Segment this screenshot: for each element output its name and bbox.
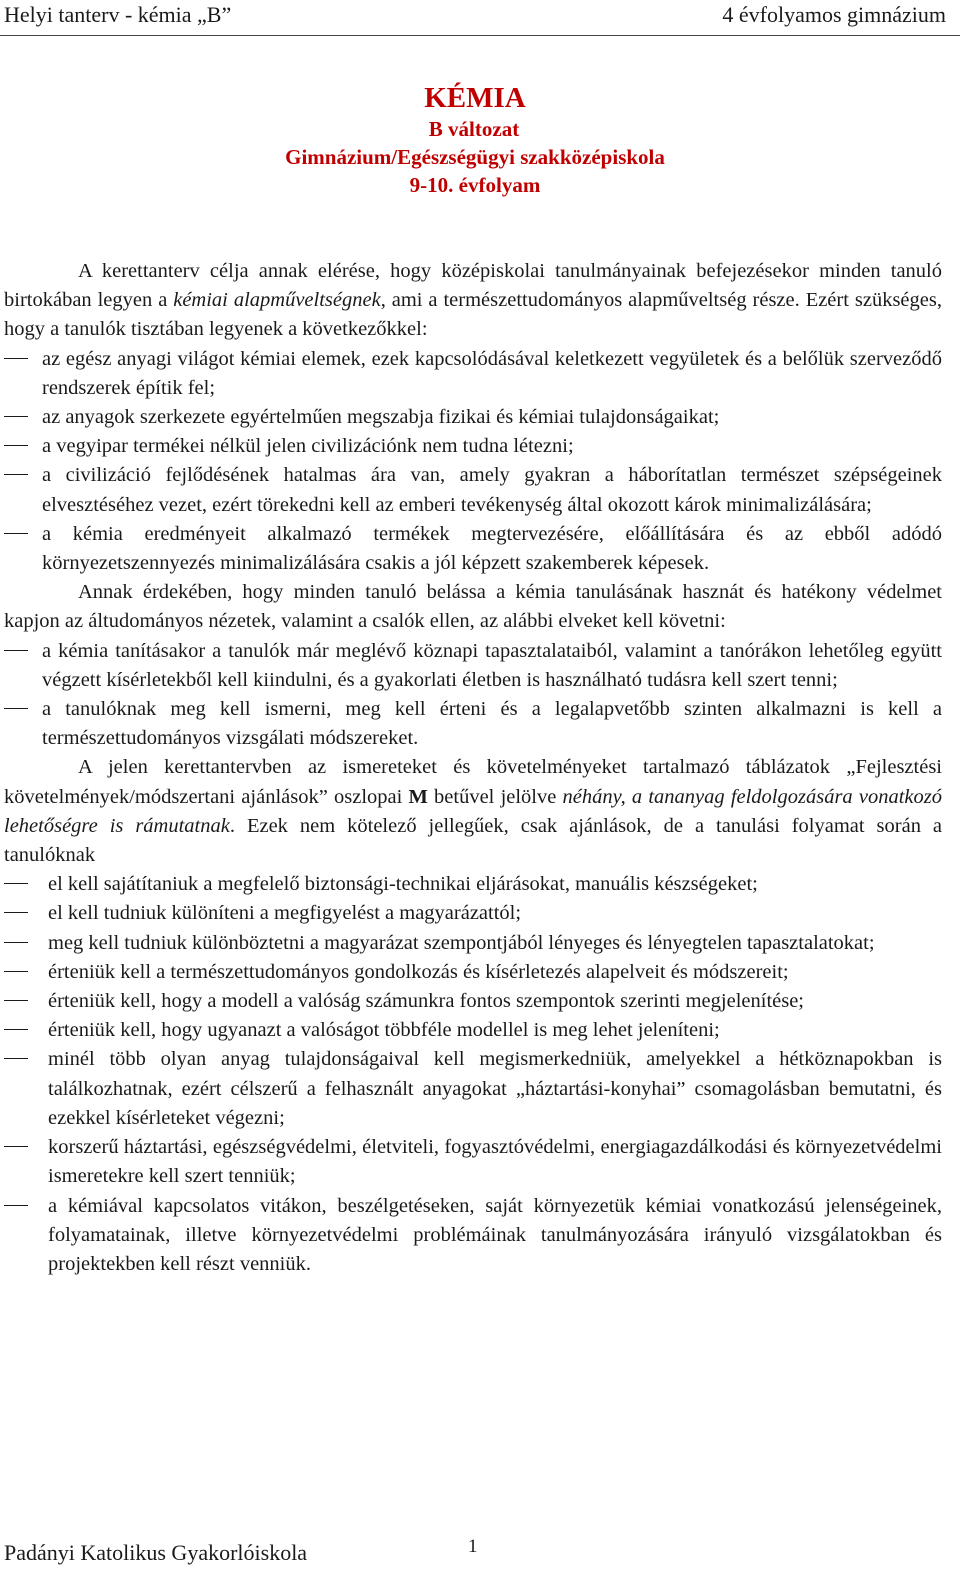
intro-paragraph (4, 257, 942, 345)
document-body (4, 257, 942, 1279)
page-title: KÉMIA (424, 82, 526, 114)
page-header (0, 0, 960, 30)
list-item: minél több olyan anyag tulajdonságaival kell megismerkedniük, amelyekkel a hétköznapokban is találkozhatnak, ezért célszerű a felhasznált anyagokat „háztartási-konyhai” csomagolásban bemutatni, és ezekkel kísérleteket végezni; (4, 1045, 942, 1133)
intro-text-end: , ami a természettudományos alapműveltség része. Ezért szükséges, hogy a tanulók tisztában legyenek a következőkkel: (4, 289, 942, 341)
header-document-title: Helyi tanterv - kémia „B” (4, 2, 232, 27)
header-school-type: 4 évfolyamos gimnázium (722, 2, 946, 27)
list-item: érteniük kell, hogy ugyanazt a valóságot többféle modellel is meg lehet jeleníteni; (4, 1016, 942, 1045)
variant-subtitle: B változat (428, 117, 520, 141)
grade-subtitle: 9-10. évfolyam (409, 173, 541, 197)
intro-text-start: A kerettanterv célja annak elérése, hogy középiskolai tanulmányainak befejezésekor minden tanuló birtokában legyen a (4, 260, 942, 312)
recommendations-paragraph (4, 753, 942, 870)
list-item: a tanulóknak meg kell ismerni, meg kell érteni és a legalapvetőbb szinten alkalmazni is kell a természettudományos vizsgálati módszereket. (4, 695, 942, 753)
principles-paragraph: Annak érdekében, hogy minden tanuló belássa a kémia tanulásának hasznát és hatékony védelmet kapjon az áltudományos nézetek, valamint a csalók ellen, az alábbi elveket kell követni: (4, 581, 942, 633)
page-number: 1 (468, 1536, 478, 1557)
list-item: a kémia tanításakor a tanulók már meglévő köznapi tapasztalataiból, valamint a tanórákon lehetőleg együtt végzett kísérletekből kell kiindulni, és a gyakorlati életben is használható tudásra kell szert tenni; (4, 637, 942, 695)
list-item: el kell sajátítaniuk a megfelelő biztonsági-technikai eljárásokat, manuális készségeket; (4, 870, 942, 899)
list-item: korszerű háztartási, egészségvédelmi, életviteli, fogyasztóvédelmi, energiagazdálkodási és környezetvédelmi ismeretekre kell szert tenniük; (4, 1133, 942, 1191)
recommendations-text-end: . Ezek nem kötelező jellegűek, csak ajánlások, de a tanulási folyamat során a tanulóknak (4, 814, 943, 867)
list-item: érteniük kell, hogy a modell a valóság számunkra fontos szempontok szerinti megjelenítése; (4, 987, 942, 1016)
list-item: az egész anyagi világot kémiai elemek, ezek kapcsolódásával keletkezett vegyületek és a belőlük szerveződő rendszerek építik fel; (4, 345, 942, 403)
list-item: a kémiával kapcsolatos vitákon, beszélgetéseken, saját környezetük kémiai vonatkozású jelenségeinek, folyamatainak, illetve környezetvédelmi problémáinak tanulmányozására irányuló vizsgálatokban és projektekben kell részt venniük. (4, 1192, 942, 1280)
list-item: a kémia eredményeit alkalmazó termékek megtervezésére, előállítására és az ebből adódó környezetszennyezés minimalizálására csakis a jól képzett szakemberek képesek. (4, 520, 942, 578)
title-block (0, 80, 960, 199)
list-item: meg kell tudniuk különböztetni a magyarázat szempontjából lényeges és lényegtelen tapasztalatokat; (4, 929, 942, 958)
recommendations-text-start: A jelen kerettantervben az ismereteket és követelményeket tartalmazó táblázatok „Fejlesztési követelmények/módszertani ajánlások” oszlopai (4, 756, 942, 808)
principles-list (4, 637, 942, 754)
intro-emphasis: kémiai alapműveltségnek (173, 289, 381, 312)
student-skills-list (4, 870, 942, 1279)
list-item: a vegyipar termékei nélkül jelen civilizációnk nem tudna létezni; (4, 432, 942, 461)
recommendations-text-mid: betűvel jelölve (427, 785, 563, 808)
school-type-subtitle: Gimnázium/Egészségügyi szakközépiskola (285, 145, 665, 169)
list-item: érteniük kell a természettudományos gondolkozás és kísérletezés alapelveit és módszereit; (4, 958, 942, 987)
m-marker: M (408, 785, 428, 808)
header-divider (0, 35, 960, 36)
list-item: az anyagok szerkezete egyértelműen megszabja fizikai és kémiai tulajdonságaikat; (4, 403, 942, 432)
recommendations-emphasis: néhány, a tananyag feldolgozására vonatkozó lehetőségre is rámutatnak (4, 785, 942, 837)
knowledge-list (4, 345, 942, 579)
list-item: a civilizáció fejlődésének hatalmas ára van, amely gyakran a háborítatlan természet szépségeinek elvesztéséhez vezet, ezért törekedni kell az emberi tevékenység által okozott károk minimalizálására; (4, 461, 942, 519)
footer-school-name: Padányi Katolikus Gyakorlóiskola (4, 1540, 308, 1565)
list-item: el kell tudniuk különíteni a megfigyelést a magyarázattól; (4, 899, 942, 928)
